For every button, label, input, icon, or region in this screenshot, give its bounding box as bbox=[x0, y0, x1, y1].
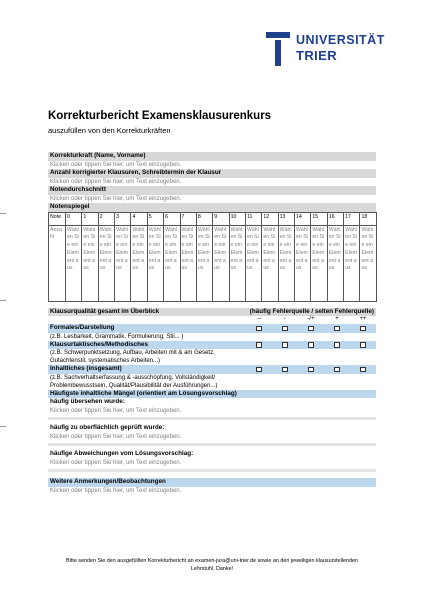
quality-category-row bbox=[48, 365, 376, 374]
mistake-input-overlooked[interactable]: Klicken oder tippen Sie hier, um Text einzugeben. bbox=[50, 407, 182, 414]
grade-header-cell: 9 bbox=[213, 212, 229, 225]
mistake-input-deviations[interactable]: Klicken oder tippen Sie hier, um Text einzugeben. bbox=[50, 459, 182, 466]
quality-header-right: (häufig Fehlerquelle / selten Fehlerquelle) bbox=[249, 307, 374, 315]
grade-count-dropdown[interactable]: Wählen Sie ein Element aus bbox=[98, 225, 114, 301]
scale-label: -/+ bbox=[307, 316, 315, 322]
mistakes-label: Häufigste inhaltliche Mängel (orientiert am Lösungsvorschlag) bbox=[48, 390, 376, 399]
rating-checkbox[interactable] bbox=[256, 367, 262, 373]
grade-header-cell: 17 bbox=[344, 212, 360, 225]
footer-line2: Lehrstuhl. Danke! bbox=[190, 566, 234, 572]
quality-category-description: (z.B. Sachverhaltserfassung & -ausschöpfung, Vollständigkeit/ bbox=[50, 374, 216, 381]
rating-checkbox[interactable] bbox=[334, 326, 340, 332]
quality-category-label: Formales/Darstellung bbox=[50, 324, 115, 331]
grade-header-cell: 16 bbox=[327, 212, 343, 225]
document-subtitle: auszufüllen von den Korrekturkräften bbox=[48, 126, 171, 135]
grade-header-cell: 10 bbox=[229, 212, 245, 225]
grade-header-cell: 6 bbox=[164, 212, 180, 225]
grade-count-dropdown[interactable]: Wählen Sie ein Element aus bbox=[344, 225, 360, 301]
fold-mark bbox=[0, 300, 6, 301]
grade-count-dropdown[interactable]: Wählen Sie ein Element aus bbox=[360, 225, 376, 301]
rating-checkbox[interactable] bbox=[308, 326, 314, 332]
mistake-label-superficial: häufig zu oberflächlich geprüft wurde: bbox=[50, 424, 165, 431]
rating-checkbox[interactable] bbox=[282, 367, 288, 373]
quality-header-left: Klausurqualität gesamt im Überblick bbox=[50, 307, 160, 315]
grade-count-dropdown[interactable]: Wählen Sie ein Element aus bbox=[164, 225, 180, 301]
grade-count-row bbox=[49, 225, 377, 301]
grade-count-dropdown[interactable]: Wählen Sie ein Element aus bbox=[245, 225, 261, 301]
further-notes-label: Weitere Anmerkungen/Beobachtungen bbox=[48, 478, 376, 487]
grade-header-cell: 0 bbox=[66, 212, 82, 225]
scale-label: -- bbox=[257, 316, 261, 322]
grade-row-head-note: Note bbox=[49, 212, 66, 225]
rating-checkbox[interactable] bbox=[282, 326, 288, 332]
grade-count-dropdown[interactable]: Wählen Sie ein Element aus bbox=[278, 225, 294, 301]
quality-category-label: Inhaltliches (insgesamt) bbox=[50, 365, 122, 372]
grade-count-dropdown[interactable]: Wählen Sie ein Element aus bbox=[311, 225, 327, 301]
rating-checkbox[interactable] bbox=[334, 367, 340, 373]
grade-count-dropdown[interactable]: Wählen Sie ein Element aus bbox=[115, 225, 131, 301]
grade-count-dropdown[interactable]: Wählen Sie ein Element aus bbox=[213, 225, 229, 301]
rating-checkbox[interactable] bbox=[360, 342, 366, 348]
quality-scale-row bbox=[48, 316, 376, 324]
grade-header-cell: 3 bbox=[115, 212, 131, 225]
rating-checkbox[interactable] bbox=[256, 326, 262, 332]
grade-count-dropdown[interactable]: Wählen Sie ein Element aus bbox=[196, 225, 212, 301]
field-input-average[interactable]: Klicken oder tippen Sie hier, um Text einzugeben. bbox=[50, 195, 182, 202]
grade-mirror-table bbox=[48, 212, 377, 302]
quality-category-row bbox=[48, 324, 376, 333]
field-input-corrector[interactable]: Klicken oder tippen Sie hier, um Text einzugeben. bbox=[50, 161, 182, 168]
grade-count-dropdown[interactable]: Wählen Sie ein Element aus bbox=[327, 225, 343, 301]
quality-categories bbox=[48, 324, 376, 390]
grade-header-cell: 8 bbox=[196, 212, 212, 225]
footer-note bbox=[40, 557, 384, 573]
document-title: Korrekturbericht Examensklausurenkurs bbox=[48, 110, 272, 122]
form-content bbox=[48, 152, 376, 495]
logo-mark-icon bbox=[266, 32, 292, 66]
quality-category-row bbox=[48, 341, 376, 350]
grade-count-dropdown[interactable]: Wählen Sie ein Element aus bbox=[229, 225, 245, 301]
rating-checkbox[interactable] bbox=[308, 367, 314, 373]
grade-header-cell: 11 bbox=[245, 212, 261, 225]
rating-checkbox[interactable] bbox=[360, 326, 366, 332]
footer-line1: Bitte senden Sie den ausgefüllten Korrekturbericht an examen-jura@uni-trier.de sowie an den jeweiligen klausurstellenden bbox=[66, 558, 358, 564]
grade-count-dropdown[interactable]: Wählen Sie ein Element aus bbox=[82, 225, 98, 301]
grade-header-cell: 5 bbox=[147, 212, 163, 225]
rating-checkbox[interactable] bbox=[360, 367, 366, 373]
grade-count-dropdown[interactable]: Wählen Sie ein Element aus bbox=[295, 225, 311, 301]
mistake-label-overlooked: häufig übersehen wurde: bbox=[50, 398, 125, 405]
logo-text-line2: TRIER bbox=[296, 48, 337, 63]
grade-header-row bbox=[49, 212, 377, 225]
grade-count-dropdown[interactable]: Wählen Sie ein Element aus bbox=[262, 225, 278, 301]
grade-header-cell: 2 bbox=[98, 212, 114, 225]
rating-checkbox[interactable] bbox=[256, 342, 262, 348]
quality-category-description: Problembewusstsein, Qualität/Plausibilität der Ausführungen...) bbox=[50, 382, 218, 389]
grade-header-cell: 12 bbox=[262, 212, 278, 225]
quality-category-description: Gutachtenstil, systematisches Arbeiten...) bbox=[50, 358, 161, 364]
rating-checkbox[interactable] bbox=[308, 342, 314, 348]
grade-header-cell: 13 bbox=[278, 212, 294, 225]
quality-header bbox=[48, 308, 376, 317]
scale-label: - bbox=[284, 316, 286, 322]
quality-category-label: Klausurtaktisches/Methodisches bbox=[50, 340, 148, 348]
scale-label: + bbox=[335, 316, 339, 322]
grade-header-cell: 7 bbox=[180, 212, 196, 225]
grade-count-dropdown[interactable]: Wählen Sie ein Element aus bbox=[180, 225, 196, 301]
quality-category-description: (z.B. Schwerpunktsetzung, Aufbau, Arbeiten mit & am Gesetz, bbox=[50, 350, 215, 356]
field-label-count: Anzahl korrigierter Klausuren, Schreibtermin der Klausur bbox=[48, 169, 376, 178]
scale-label: ++ bbox=[359, 316, 367, 322]
grade-row-head-count: Anzahl bbox=[49, 225, 66, 301]
field-label-corrector: Korrekturkraft (Name, Vorname) bbox=[48, 152, 376, 161]
fold-mark bbox=[0, 426, 6, 427]
quality-category-description: (z.B. Lesbarkeit, Grammatik, Formulierung, Stil... ) bbox=[50, 333, 184, 340]
field-input-count[interactable]: Klicken oder tippen Sie hier, um Text einzugeben. bbox=[50, 178, 182, 185]
grade-header-cell: 1 bbox=[82, 212, 98, 225]
university-logo bbox=[266, 30, 386, 72]
mistake-input-superficial[interactable]: Klicken oder tippen Sie hier, um Text einzugeben. bbox=[50, 433, 182, 440]
grade-count-dropdown[interactable]: Wählen Sie ein Element aus bbox=[131, 225, 147, 301]
grade-header-cell: 18 bbox=[360, 212, 376, 225]
grade-count-dropdown[interactable]: Wählen Sie ein Element aus bbox=[147, 225, 163, 301]
grade-header-cell: 15 bbox=[311, 212, 327, 225]
rating-checkbox[interactable] bbox=[282, 342, 288, 348]
field-label-average: Notendurchschnitt bbox=[48, 186, 376, 195]
further-notes-input[interactable]: Klicken oder tippen Sie hier, um Text einzugeben. bbox=[50, 487, 182, 494]
grade-header-cell: 14 bbox=[295, 212, 311, 225]
grade-mirror-label: Notenspiegel bbox=[48, 203, 376, 212]
rating-checkbox[interactable] bbox=[334, 342, 340, 348]
grade-count-dropdown[interactable]: Wählen Sie ein Element aus bbox=[66, 225, 82, 301]
logo-text-line1: UNIVERSITÄT bbox=[296, 33, 385, 47]
grade-header-cell: 4 bbox=[131, 212, 147, 225]
fold-mark bbox=[0, 213, 6, 214]
mistake-label-deviations: häufige Abweichungen vom Lösungsvorschlag: bbox=[50, 450, 194, 457]
